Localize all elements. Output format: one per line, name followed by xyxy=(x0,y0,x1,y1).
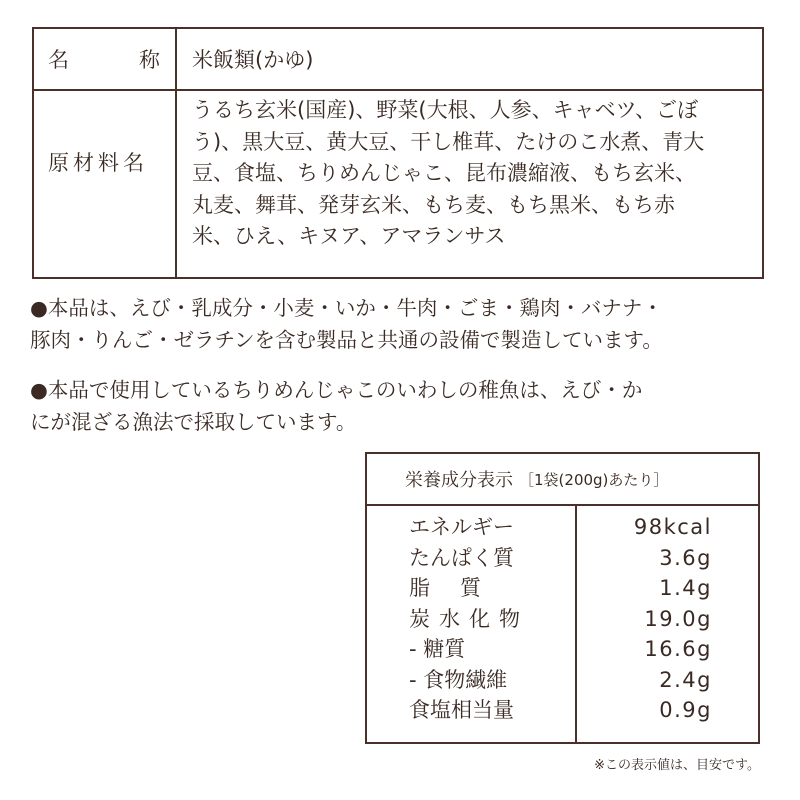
ingredients-value xyxy=(192,95,752,253)
nutrition-title: 栄養成分表示 xyxy=(405,470,513,491)
nutrition-serving: ［1袋(200g)あたり］ xyxy=(519,470,669,489)
allergen-note-fishing-method xyxy=(30,374,770,438)
nutrition-value: 0.9g xyxy=(659,698,712,722)
nutrition-value: 19.0g xyxy=(644,606,712,631)
table-divider-vertical xyxy=(175,29,177,277)
nutrition-label: 食塩相当量 xyxy=(409,698,514,722)
nutrition-value: 98kcal xyxy=(633,515,712,539)
nutrition-value: 16.6g xyxy=(644,637,712,661)
nutrition-row-fat xyxy=(367,573,758,604)
name-label-char-1: 名 xyxy=(48,48,69,72)
ingredients-line: う)、黒大豆、黄大豆、干し椎茸、たけのこ水煮、青大 xyxy=(192,129,705,154)
nutrition-label: - 食物繊維 xyxy=(409,667,508,692)
nutrition-label: 脂質 xyxy=(409,576,511,600)
nutrition-row-fiber xyxy=(367,665,758,696)
nutrition-facts-table xyxy=(365,452,760,744)
ingredients-line: 豆、食塩、ちりめんじゃこ、昆布濃縮液、もち玄米、 xyxy=(192,161,696,185)
note-line: ●本品で使用しているちりめんじゃこのいわしの稚魚は、えび・か xyxy=(30,378,643,402)
nutrition-row-carbohydrate xyxy=(367,604,758,635)
nutrition-value: 1.4g xyxy=(659,576,712,600)
note-line: ●本品は、えび・乳成分・小麦・いか・牛肉・ごま・鶏肉・バナナ・ xyxy=(30,296,663,320)
nutrition-row-energy xyxy=(367,512,758,543)
nutrition-header xyxy=(367,454,758,506)
name-label-char-2: 称 xyxy=(139,48,160,72)
nutrition-label: - 糖質 xyxy=(409,637,466,661)
note-line: 豚肉・りんご・ゼラチンを含む製品と共通の設備で製造しています。 xyxy=(30,328,663,352)
nutrition-label: 炭水化物 xyxy=(409,606,529,631)
name-label xyxy=(48,29,160,89)
table-divider-horizontal xyxy=(34,89,762,91)
product-info-table xyxy=(32,27,764,279)
note-line: にが混ざる漁法で採取しています。 xyxy=(30,410,357,434)
nutrition-value: 3.6g xyxy=(659,545,712,570)
ingredients-line: うるち玄米(国産)、野菜(大根、人参、キャベツ、ごぼ xyxy=(192,98,699,122)
allergen-notes xyxy=(30,292,770,438)
ingredients-label: 原材料名 xyxy=(48,151,148,175)
nutrition-row-salt xyxy=(367,695,758,726)
allergen-note-shared-facility xyxy=(30,292,770,356)
nutrition-footnote: ※この表示値は、目安です。 xyxy=(594,758,760,773)
name-value: 米飯類(かゆ) xyxy=(192,48,314,72)
nutrition-value: 2.4g xyxy=(659,667,712,692)
nutrition-row-protein xyxy=(367,543,758,574)
nutrition-label: たんぱく質 xyxy=(409,545,514,570)
ingredients-line: 丸麦、舞茸、発芽玄米、もち麦、もち黒米、もち赤 xyxy=(192,192,675,217)
nutrition-rows xyxy=(367,512,758,726)
ingredients-line: 米、ひえ、キヌア、アマランサス xyxy=(192,224,506,248)
nutrition-row-sugar xyxy=(367,634,758,665)
nutrition-label: エネルギー xyxy=(409,515,514,539)
